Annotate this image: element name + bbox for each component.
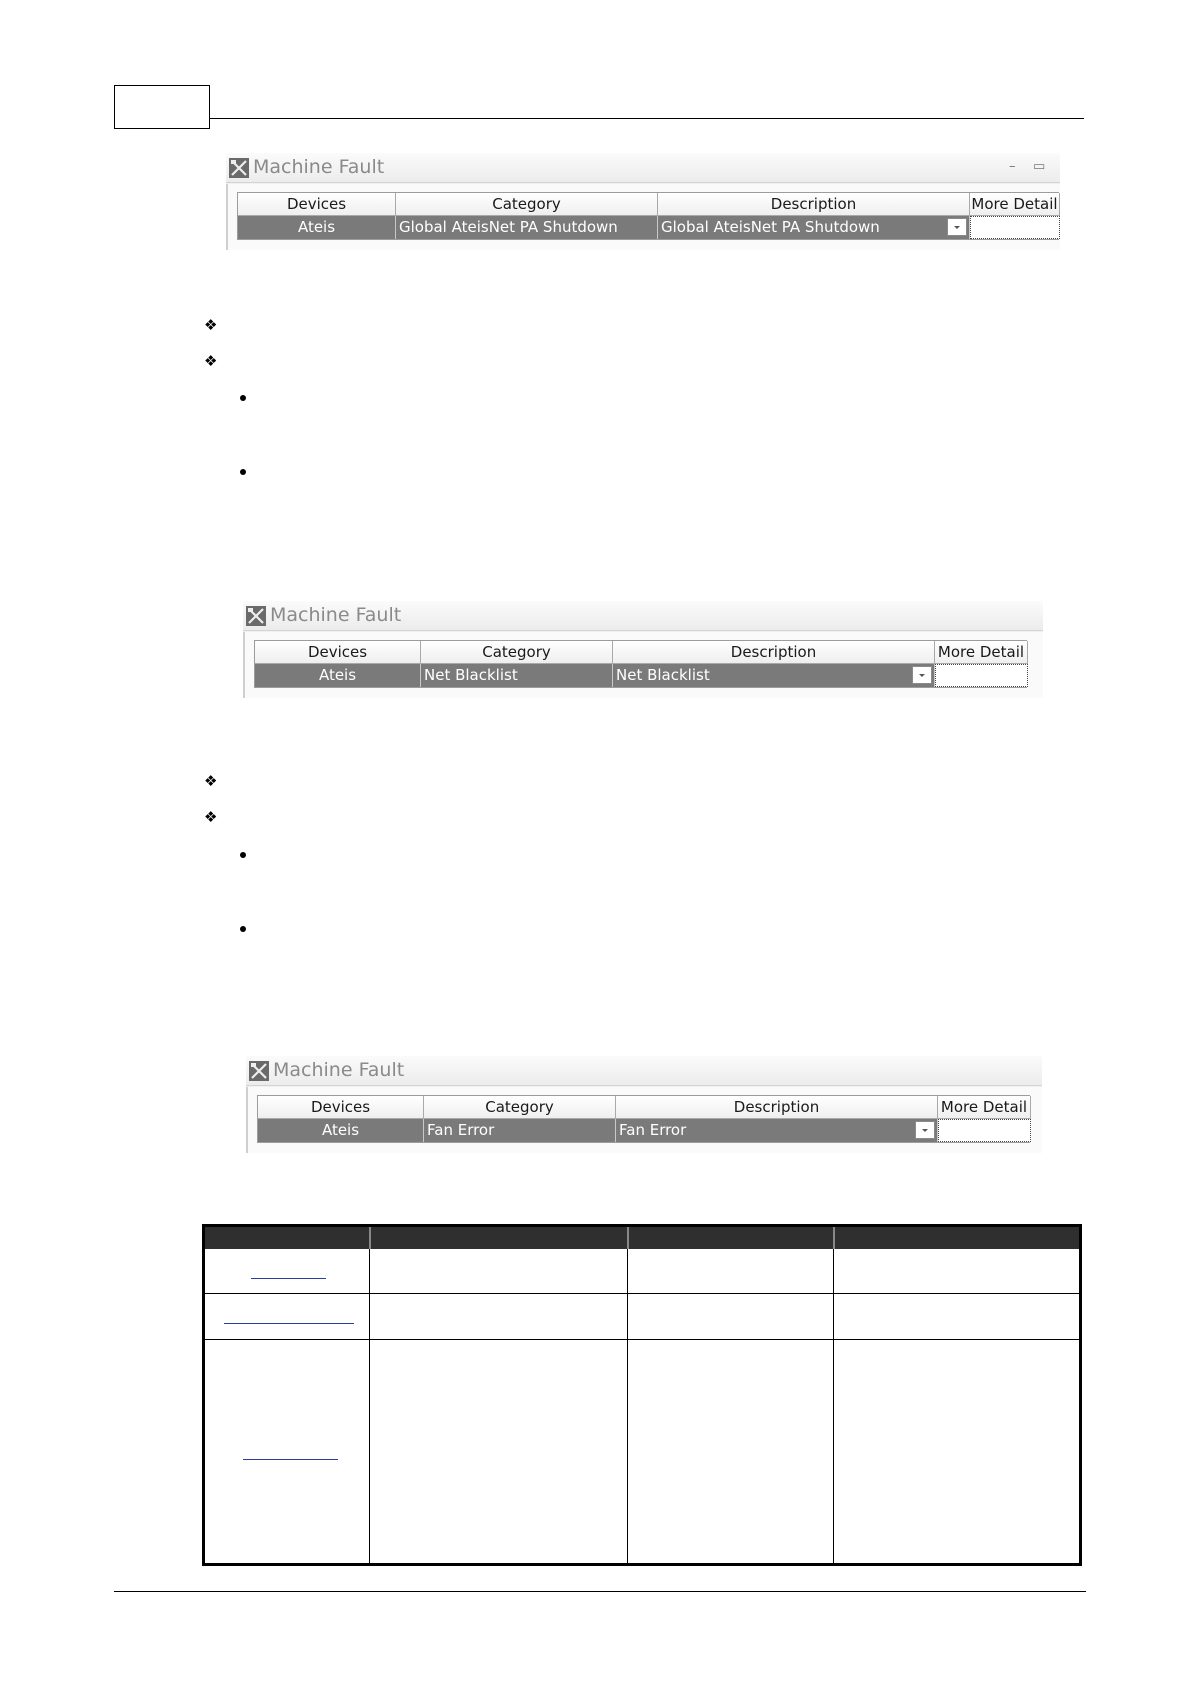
column-category[interactable]: Category xyxy=(424,1096,616,1119)
four-diamond-bullet-icon: ❖ xyxy=(204,808,218,826)
cell-more-detail[interactable] xyxy=(935,664,1028,687)
cell-more-detail[interactable] xyxy=(970,216,1060,239)
dot-bullet-icon xyxy=(240,852,246,858)
table-link[interactable] xyxy=(251,1278,326,1279)
column-category[interactable]: Category xyxy=(421,641,613,664)
cell-description[interactable] xyxy=(613,664,935,687)
tools-icon xyxy=(229,158,249,178)
cell-more-detail[interactable] xyxy=(938,1119,1031,1142)
four-diamond-bullet-icon: ❖ xyxy=(204,352,218,370)
column-category[interactable]: Category xyxy=(396,193,658,216)
header-rule xyxy=(210,118,1084,119)
panel-body xyxy=(243,632,1043,698)
column-more-detail[interactable]: More Detail xyxy=(935,641,1028,664)
footer-rule xyxy=(114,1591,1086,1592)
column-divider xyxy=(627,1249,628,1563)
cell-device[interactable]: Ateis xyxy=(238,216,396,239)
panel-title: Machine Fault xyxy=(270,604,402,626)
fault-grid xyxy=(254,640,1027,688)
tools-icon xyxy=(249,1061,269,1081)
cell-category[interactable]: Fan Error xyxy=(424,1119,616,1142)
cell-category[interactable]: Net Blacklist xyxy=(421,664,613,687)
reference-table xyxy=(202,1224,1082,1566)
column-divider xyxy=(369,1249,370,1563)
chevron-down-icon[interactable] xyxy=(915,1121,935,1139)
header-divider xyxy=(833,1227,835,1249)
machine-fault-panel-2 xyxy=(243,601,1043,698)
column-more-detail[interactable]: More Detail xyxy=(970,193,1060,216)
dot-bullet-icon xyxy=(240,395,246,401)
panel-title: Machine Fault xyxy=(253,156,385,178)
row-divider xyxy=(205,1293,1079,1294)
row-divider xyxy=(205,1339,1079,1340)
cell-description[interactable] xyxy=(658,216,970,239)
panel-titlebar xyxy=(226,153,1060,183)
maximize-button[interactable]: ▭ xyxy=(1033,159,1046,174)
fault-row[interactable] xyxy=(258,1119,1029,1142)
cell-description-text: Fan Error xyxy=(619,1121,687,1139)
machine-fault-panel-3 xyxy=(246,1056,1042,1153)
grid-header xyxy=(255,641,1026,664)
tools-icon xyxy=(246,606,266,626)
fault-grid xyxy=(237,192,1059,240)
cell-device[interactable]: Ateis xyxy=(258,1119,424,1142)
cell-description-text: Net Blacklist xyxy=(616,666,710,684)
cell-description[interactable] xyxy=(616,1119,938,1142)
table-header xyxy=(205,1227,1079,1249)
dot-bullet-icon xyxy=(240,926,246,932)
header-divider xyxy=(627,1227,629,1249)
cell-description-text: Global AteisNet PA Shutdown xyxy=(661,218,880,236)
column-description[interactable]: Description xyxy=(658,193,970,216)
fault-row[interactable] xyxy=(238,216,1058,239)
four-diamond-bullet-icon: ❖ xyxy=(204,772,218,790)
column-description[interactable]: Description xyxy=(613,641,935,664)
column-devices[interactable]: Devices xyxy=(258,1096,424,1119)
cell-category[interactable]: Global AteisNet PA Shutdown xyxy=(396,216,658,239)
grid-header xyxy=(258,1096,1029,1119)
minimize-button[interactable]: – xyxy=(1009,159,1016,174)
column-devices[interactable]: Devices xyxy=(238,193,396,216)
chevron-down-icon[interactable] xyxy=(947,218,967,236)
grid-header xyxy=(238,193,1058,216)
column-description[interactable]: Description xyxy=(616,1096,938,1119)
panel-titlebar xyxy=(243,601,1043,631)
panel-body xyxy=(246,1087,1042,1153)
page-number-box xyxy=(114,85,210,129)
table-link[interactable] xyxy=(224,1323,354,1324)
chevron-down-icon[interactable] xyxy=(912,666,932,684)
panel-title: Machine Fault xyxy=(273,1059,405,1081)
column-divider xyxy=(833,1249,834,1563)
header-divider xyxy=(369,1227,371,1249)
fault-grid xyxy=(257,1095,1030,1143)
four-diamond-bullet-icon: ❖ xyxy=(204,316,218,334)
fault-row[interactable] xyxy=(255,664,1026,687)
table-link[interactable] xyxy=(243,1459,338,1460)
cell-device[interactable]: Ateis xyxy=(255,664,421,687)
column-devices[interactable]: Devices xyxy=(255,641,421,664)
column-more-detail[interactable]: More Detail xyxy=(938,1096,1031,1119)
panel-body xyxy=(226,184,1060,250)
dot-bullet-icon xyxy=(240,469,246,475)
machine-fault-panel-1 xyxy=(226,153,1060,250)
panel-titlebar xyxy=(246,1056,1042,1086)
